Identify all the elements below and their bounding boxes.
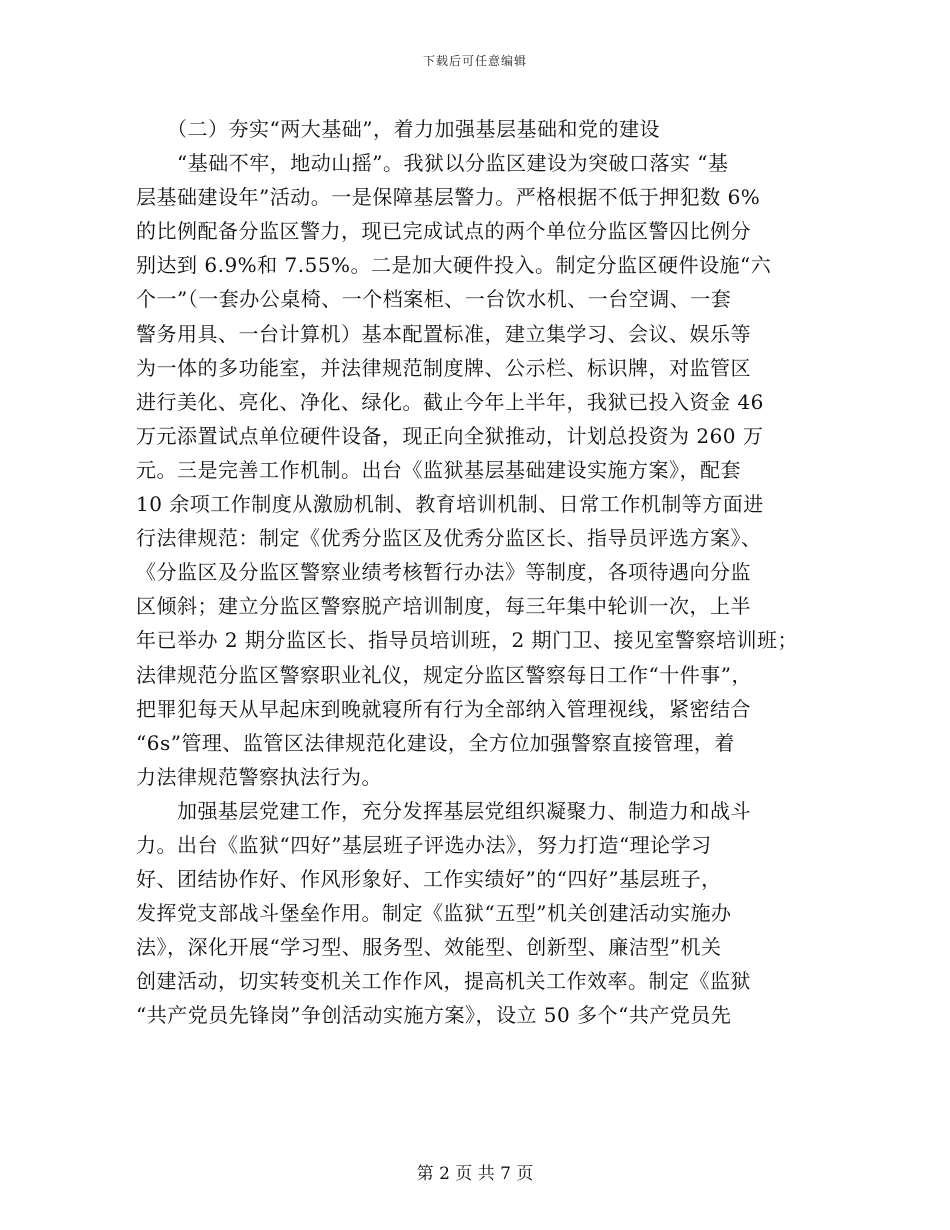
page-footer: 第 2 页 共 7 页 [416,1164,534,1184]
text-line: 创建活动，切实转变机关工作作风，提高机关工作效率。制定《监狱 [136,969,751,994]
text-line: 为一体的多功能室，并法律规范制度牌、公示栏、标识牌，对监管区 [136,355,751,380]
text-line: 年已举办 2 期分监区长、指导员培训班，2 期门卫、接见室警察培训班； [136,628,799,653]
text-line: 进行美化、亮化、净化、绿化。截止今年上半年，我狱已投入资金 46 [136,389,764,414]
text-line: 把罪犯每天从早起床到晚就寝所有行为全部纳入管理视线，紧密结合 [136,696,751,721]
text-line: 元。三是完善工作机制。出台《监狱基层基础建设实施方案》，配套 [136,457,741,482]
text-line: 警务用具、一台计算机）基本配置标准，建立集学习、会议、娱乐等 [136,321,751,346]
text-line: 层基础建设年”活动。一是保障基层警力。严格根据不低于押犯数 6% [136,185,761,210]
text-line: 力。出台《监狱“四好”基层班子评选办法》，努力打造“理论学习 [136,832,712,857]
text-line: 发挥党支部战斗堡垒作用。制定《监狱“五型”机关创建活动实施办 [136,901,732,926]
text-line: “基础不牢，地动山摇”。我狱以分监区建设为突破口落实 “基 [136,151,729,176]
text-line: 个一”（一套办公桌椅、一个档案柜、一台饮水机、一台空调、一套 [136,287,732,312]
text-line: 行法律规范：制定《优秀分监区及优秀分监区长、指导员评选方案》、 [136,526,762,551]
text-line: （二）夯实“两大基础”，着力加强基层基础和党的建设 [136,117,660,141]
page-header: 下载后可任意编辑 [422,54,527,68]
text-line: 别达到 6.9%和 7.55%。二是加大硬件投入。制定分监区硬件设施“六 [136,253,772,278]
text-line: 法律规范分监区警察职业礼仪，规定分监区警察每日工作“十件事”， [136,662,752,687]
text-line: 万元添置试点单位硬件设备，现正向全狱推动，计划总投资为 260 万 [136,423,764,448]
text-line: 区倾斜；建立分监区警察脱产培训制度，每三年集中轮训一次，上半 [136,594,751,619]
text-line: 的比例配备分监区警力，现已完成试点的两个单位分监区警囚比例分 [136,219,751,244]
text-line: 力法律规范警察执法行为。 [136,764,382,789]
text-line: “6s”管理、监管区法律规范化建设，全方位加强警察直接管理，着 [136,730,735,755]
text-line: 加强基层党建工作，充分发挥基层党组织凝聚力、制造力和战斗 [136,798,751,823]
text-line: 《分监区及分监区警察业绩考核暂行办法》等制度，各项待遇向分监 [136,560,751,585]
text-line: “共产党员先锋岗”争创活动实施方案》，设立 50 多个“共产党员先 [136,1003,732,1028]
text-line: 好、团结协作好、作风形象好、工作实绩好”的“四好”基层班子， [136,867,722,892]
text-line: 法》，深化开展“学习型、服务型、效能型、创新型、廉洁型”机关 [136,935,722,960]
text-line: 10 余项工作制度从激励机制、教育培训机制、日常工作机制等方面进 [136,492,764,517]
document-body [136,112,826,1033]
